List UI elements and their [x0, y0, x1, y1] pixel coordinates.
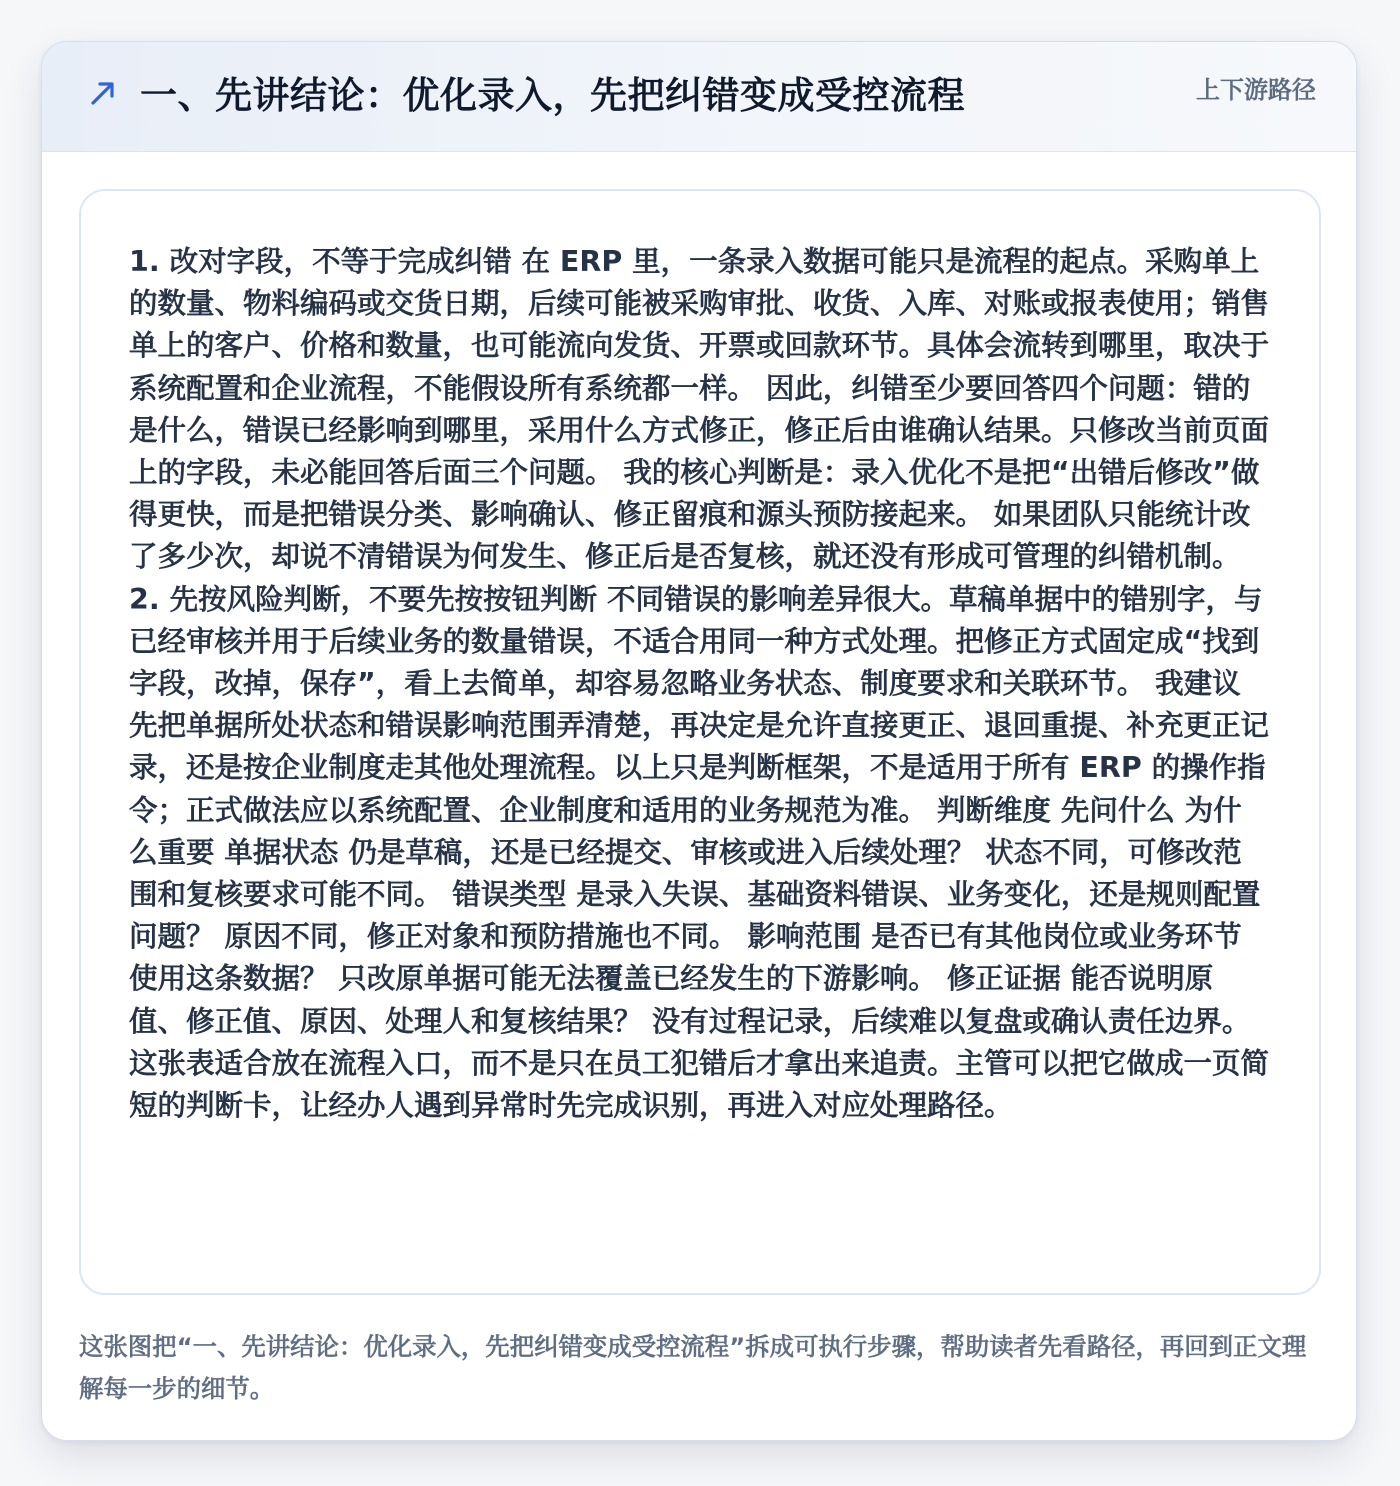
path-tag: 上下游路径 [1196, 76, 1316, 104]
figure-caption: 这张图把“一、先讲结论：优化录入，先把纠错变成受控流程”拆成可执行步骤，帮助读者先看路径，再回到正文理解每一步的细节。 [79, 1332, 1307, 1403]
content-box [79, 189, 1321, 1295]
content-card [41, 41, 1357, 1441]
card-header [42, 42, 1356, 152]
body-text: 1. 改对字段，不等于完成纠错 在 ERP 里，一条录入数据可能只是流程的起点。采购单上的数量、物料编码或交货日期，后续可能被采购审批、收货、入库、对账或报表使用；销售单上的客户、价格和数量，也可能流向发货、开票或回款环节。具体会流转到哪里，取决于系统配置和企业流程，不能假设所有系统都一样。 因此，纠错至少要回答四个问题：错的是什么，错误已经影响到哪里，采用什么方式修正，修正后由谁确认结果。只修改当前页面上的字段，未必能回答后面三个问题。 我的核心判断是：录入优化不是把“出错后修改”做得更快，而是把错误分类、影响确认、修正留痕和源头预防接起来。 如果团队只能统计改了多少次，却说不清错误为何发生、修正后是否复核，就还没有形成可管理的纠错机制。 2. 先按风险判断，不要先按按钮判断 不同错误的影响差异很大。草稿单据中的错别字，与已经审核并用于后续业务的数量错误，不适合用同一种方式处理。把修正方式固定成“找到字段，改掉，保存”，看上去简单，却容易忽略业务状态、制度要求和关联环节。 我建议先把单据所处状态和错误影响范围弄清楚，再决定是允许直接更正、退回重提、补充更正记录，还是按企业制度走其他处理流程。以上只是判断框架，不是适用于所有 ERP 的操作指令；正式做法应以系统配置、企业制度和适用的业务规范为准。 判断维度 先问什么 为什么重要 单据状态 仍是草稿，还是已经提交、审核或进入后续处理？ 状态不同，可修改范围和复核要求可能不同。 错误类型 是录入失误、基础资料错误、业务变化，还是规则配置问题？ 原因不同，修正对象和预防措施也不同。 影响范围 是否已有其他岗位或业务环节使用这条数据？ 只改原单据可能无法覆盖已经发生的下游影响。 修正证据 能否说明原值、修正值、原因、处理人和复核结果？ 没有过程记录，后续难以复盘或确认责任边界。 这张表适合放在流程入口，而不是只在员工犯错后才拿出来追责。主管可以把它做成一页简短的判断卡，让经办人遇到异常时先完成识别，再进入对应处理路径。 [129, 245, 1270, 1123]
card-title: 一、先讲结论：优化录入，先把纠错变成受控流程 [140, 74, 965, 117]
arrow-up-right-icon [88, 78, 118, 108]
